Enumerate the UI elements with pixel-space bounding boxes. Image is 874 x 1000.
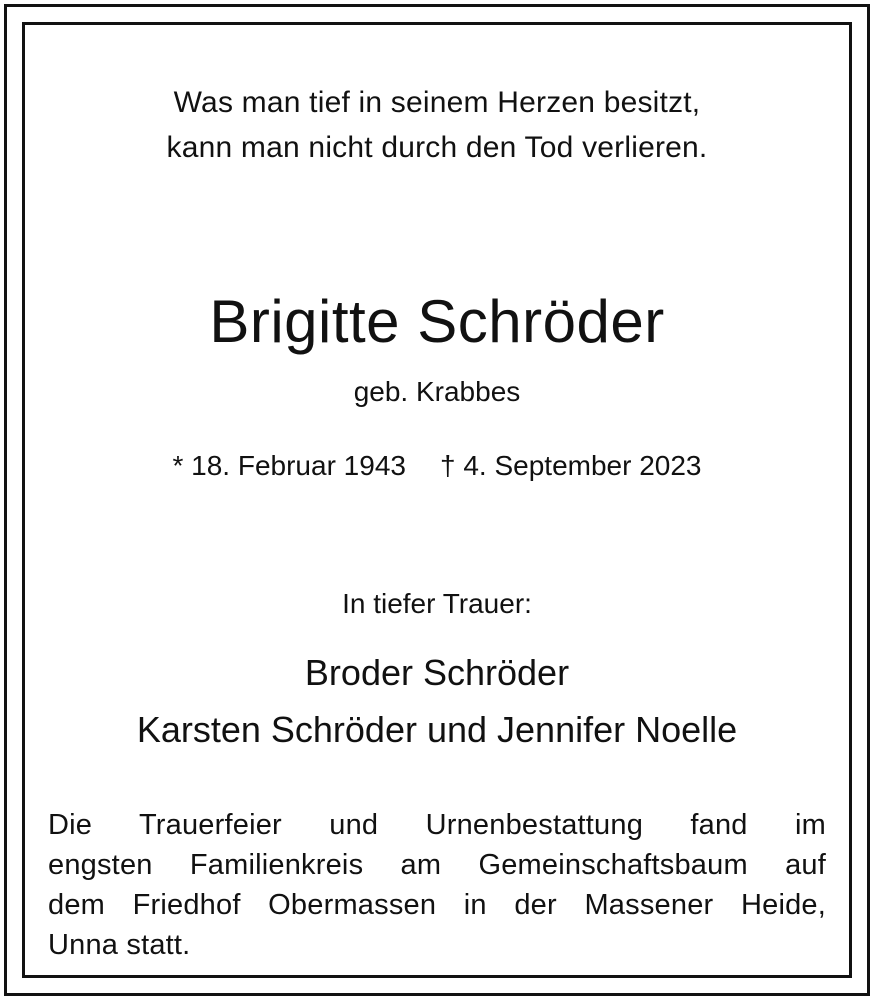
funeral-notice	[48, 805, 826, 965]
mourning-heading: In tiefer Trauer:	[342, 588, 532, 619]
maiden-name: geb. Krabbes	[353, 376, 521, 407]
mourner-name-1: Broder Schröder	[304, 652, 570, 693]
birth-date: * 18. Februar 1943	[172, 450, 406, 481]
quote-line-2: kann man nicht durch den Tod verlieren.	[166, 131, 708, 164]
funeral-notice-line: dem Friedhof Obermassen in der Massener Heide,	[48, 889, 826, 921]
funeral-notice-line: engsten Familienkreis am Gemeinschaftsbaum auf	[48, 849, 826, 881]
deceased-name: Brigitte Schröder	[209, 288, 665, 355]
funeral-notice-line: Die Trauerfeier und Urnenbestattung fand im	[48, 809, 826, 841]
quote-line-1: Was man tief in seinem Herzen besitzt,	[173, 86, 701, 119]
death-date: † 4. September 2023	[439, 450, 702, 481]
mourner-name-2: Karsten Schröder und Jennifer Noelle	[136, 709, 738, 750]
life-dates	[0, 452, 874, 480]
funeral-notice-line: Unna statt.	[48, 929, 191, 961]
